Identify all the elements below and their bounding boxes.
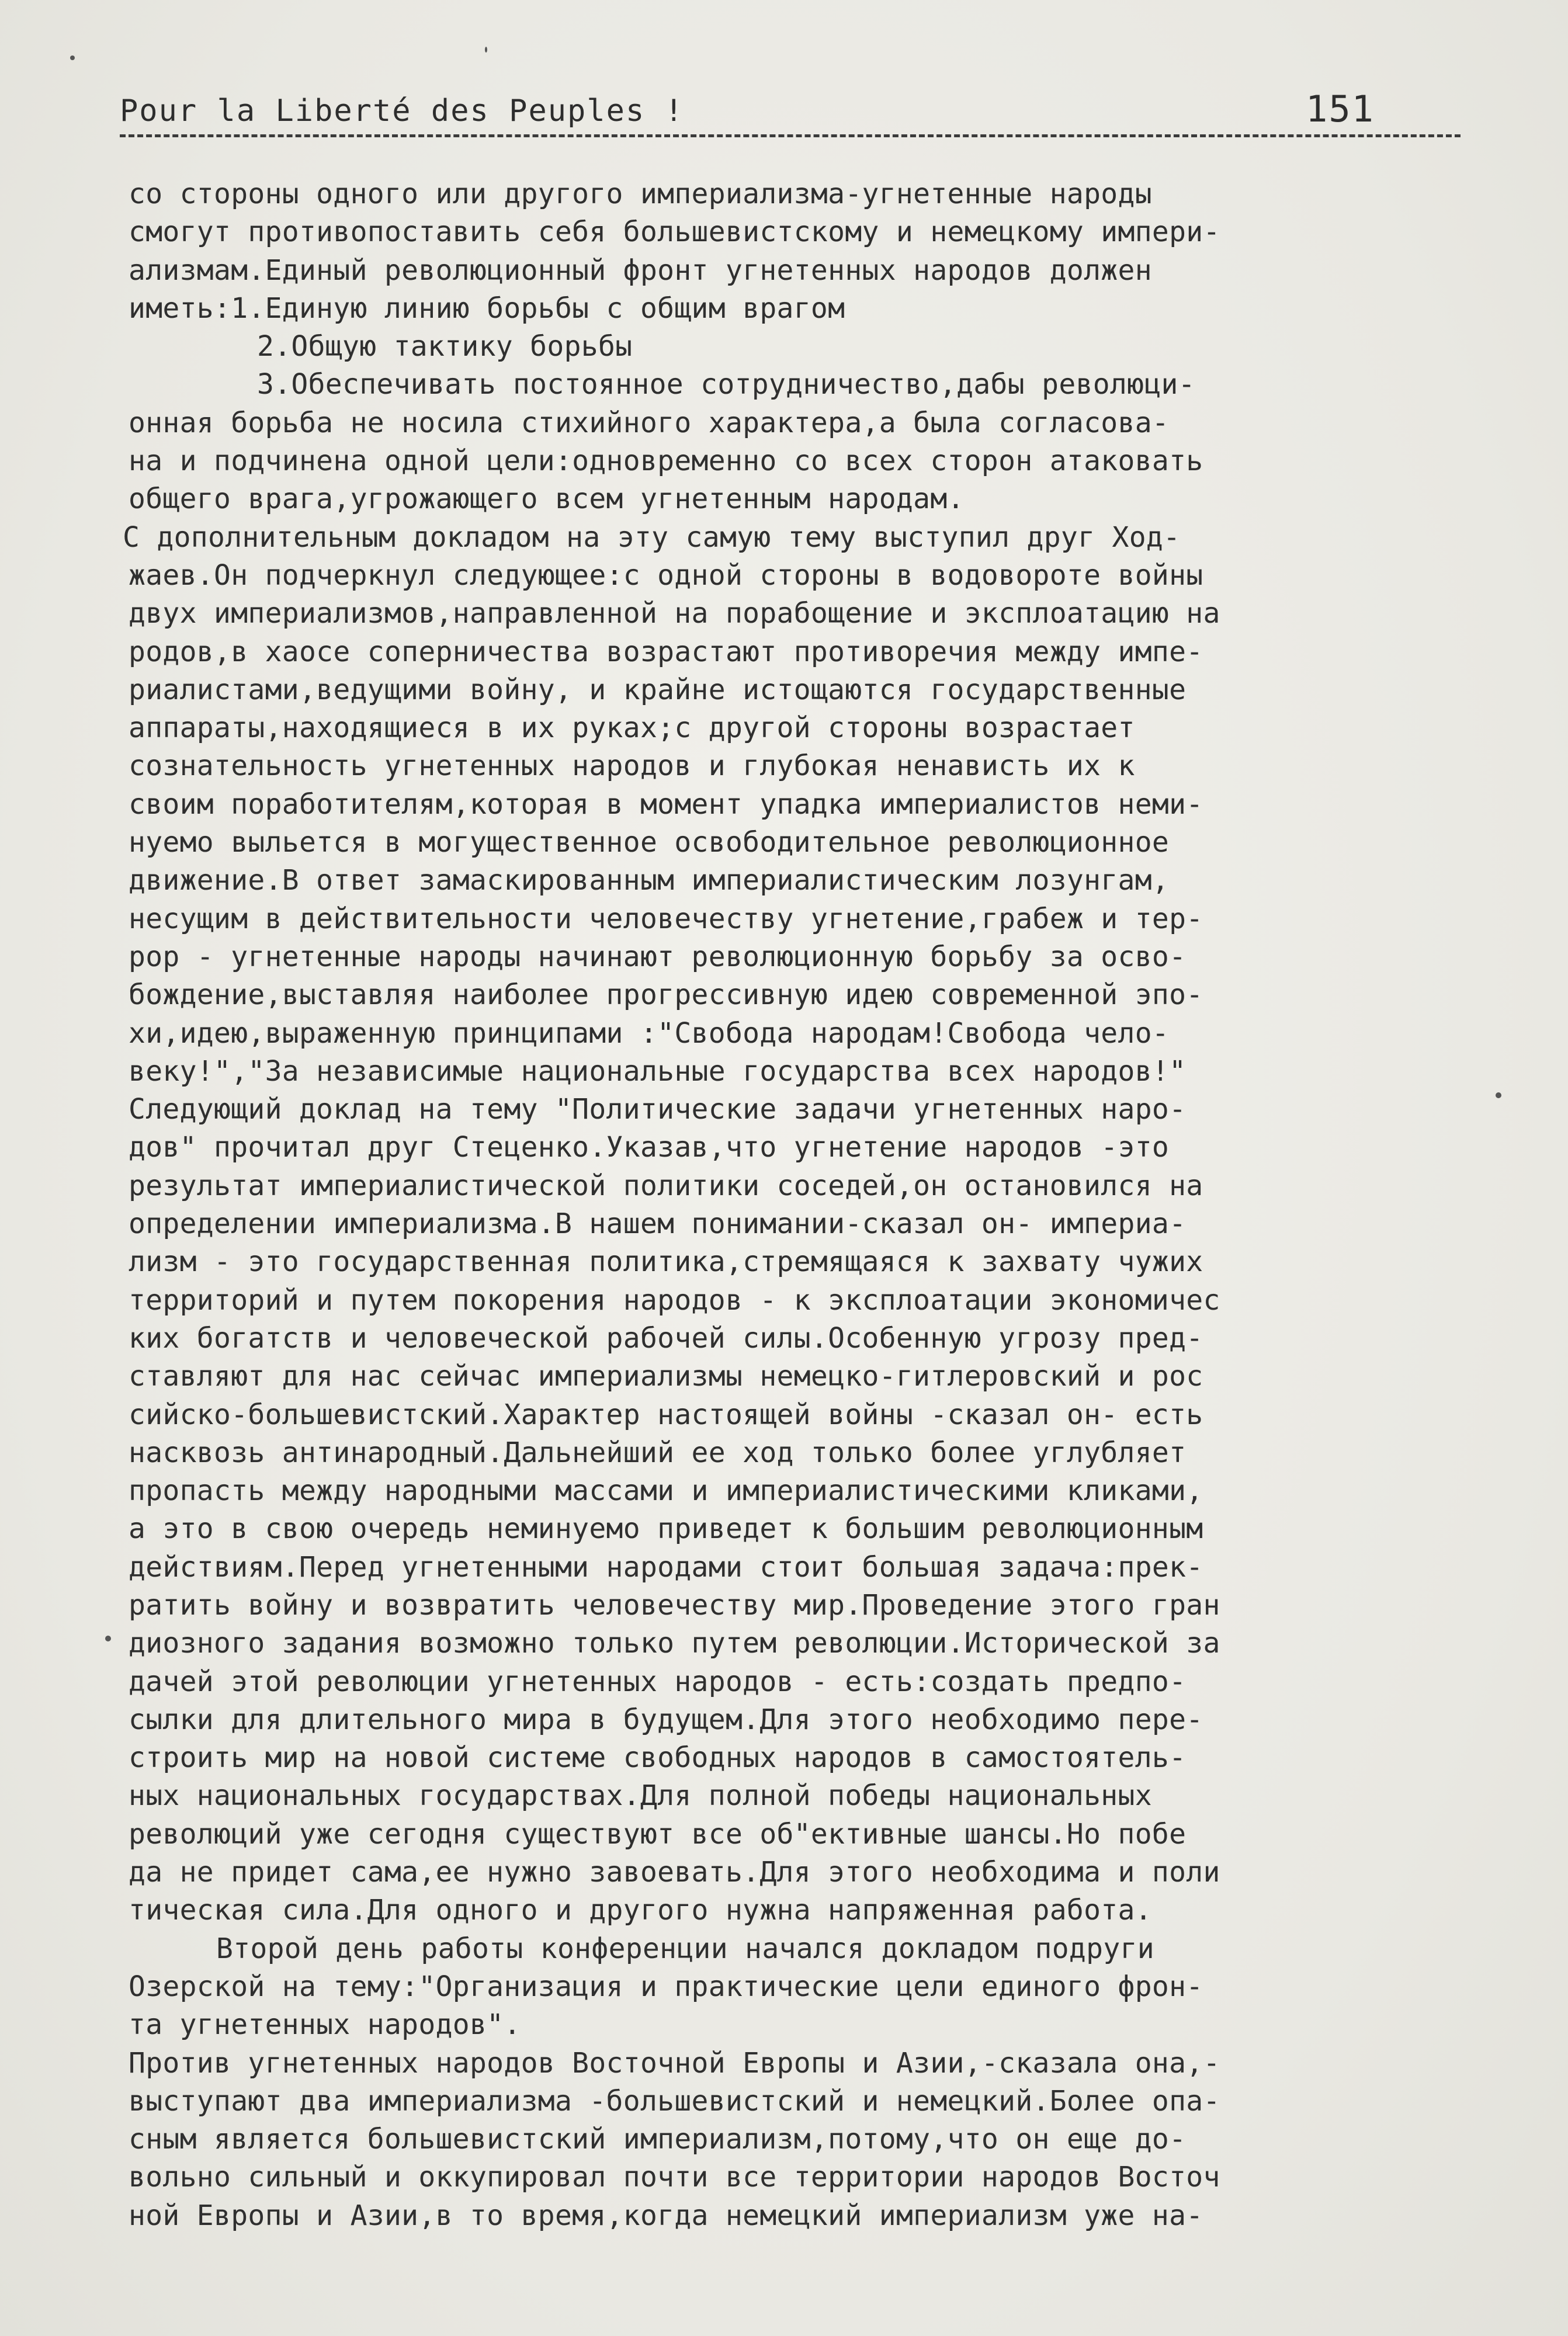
text-line: ализмам.Единый революционный фронт угнетенных народов должен [129, 254, 1152, 287]
text-line: ных национальных государствах.Для полной победы национальных [129, 1779, 1152, 1813]
page-header [120, 88, 1463, 140]
text-line: 3.Обеспечивать постоянное сотрудничество,дабы революци- [257, 368, 1195, 401]
text-line: действиям.Перед угнетенными народами стоит большая задача:прек- [129, 1550, 1203, 1584]
text-line: сознательность угнетенных народов и глубокая ненависть их к [129, 749, 1135, 783]
text-line: ставляют для нас сейчас империализмы немецко-гитлеровский и рос [129, 1360, 1203, 1393]
text-line: Следующий доклад на тему "Политические задачи угнетенных наро- [129, 1093, 1187, 1126]
text-line: дачей этой революции угнетенных народов - есть:создать предпо- [129, 1665, 1187, 1698]
text-line: диозного задания возможно только путем революции.Исторической за [129, 1627, 1220, 1660]
text-line: жаев.Он подчеркнул следующее:с одной стороны в водовороте войны [129, 558, 1203, 592]
ink-speck [1496, 1092, 1501, 1098]
text-line: революций уже сегодня существуют все об"ективные шансы.Но побе [129, 1817, 1187, 1851]
text-line: риалистами,ведущими войну, и крайне истощаются государственные [129, 673, 1187, 706]
typed-text-body [123, 175, 1472, 2235]
text-line: бождение,выставляя наиболее прогрессивную идею современной эпо- [129, 978, 1203, 1012]
text-line: тическая сила.Для одного и другого нужна напряженная работа. [129, 1894, 1152, 1927]
text-line: С дополнительным докладом на эту самую тему выступил друг Ход- [123, 520, 1181, 554]
text-line: общего врага,угрожающего всем угнетенным народам. [129, 483, 965, 516]
ink-speck [485, 47, 487, 53]
text-line: территорий и путем покорения народов - к эксплоатации экономичес [129, 1283, 1220, 1317]
text-line: рор - угнетенные народы начинают революционную борьбу за осво- [129, 940, 1187, 973]
text-line: та угнетенных народов". [129, 2008, 521, 2042]
text-line: пропасть между народными массами и империалистическими кликами, [129, 1474, 1203, 1508]
text-line: дов" прочитал друг Стеценко.Указав,что угнетение народов -это [129, 1131, 1170, 1164]
text-line: со стороны одного или другого империализма-угнетенные народы [129, 178, 1152, 210]
text-line: родов,в хаосе соперничества возрастают противоречия между импе- [129, 635, 1203, 668]
text-line: сным является большевистский империализм,потому,что он еще до- [129, 2123, 1187, 2156]
text-line: выступают два империализма -большевистский и немецкий.Более опа- [129, 2084, 1220, 2118]
text-line: нуемо выльется в могущественное освободительное революционное [129, 826, 1170, 859]
text-line: аппараты,находящиеся в их руках;с другой стороны возрастает [129, 711, 1135, 745]
text-line: онная борьба не носила стихийного характера,а была согласова- [129, 406, 1170, 439]
header-title: Pour la Liberté des Peuples ! [120, 93, 684, 129]
text-line: смогут противопоставить себя большевистскому и немецкому импери- [129, 216, 1220, 249]
text-line: определении империализма.В нашем понимании-сказал он- империа- [129, 1207, 1187, 1241]
text-line: 2.Общую тактику борьбы [257, 330, 633, 363]
text-line: ких богатств и человеческой рабочей силы.Особенную угрозу пред- [129, 1321, 1203, 1355]
text-line: Озерской на тему:"Организация и практические цели единого фрон- [129, 1970, 1203, 2003]
text-line: а это в свою очередь неминуемо приведет к большим революционным [129, 1512, 1203, 1546]
text-line: строить мир на новой системе свободных народов в самостоятель- [129, 1741, 1187, 1775]
header-dashed-rule [120, 134, 1461, 137]
text-line: ной Европы и Азии,в то время,когда немецкий империализм уже на- [129, 2199, 1203, 2232]
text-line: сылки для длительного мира в будущем.Для этого необходимо пере- [129, 1703, 1203, 1736]
text-line: Против угнетенных народов Восточной Европы и Азии,-сказала она,- [129, 2046, 1220, 2080]
ink-speck [105, 1636, 111, 1641]
text-line: движение.В ответ замаскированным империалистическим лозунгам, [129, 864, 1170, 897]
text-line: сийско-большевистский.Характер настоящей войны -сказал он- есть [129, 1398, 1203, 1431]
page-number: 151 [1306, 88, 1375, 130]
text-line: веку!","За независимые национальные государства всех народов!" [129, 1054, 1187, 1088]
text-line: лизм - это государственная политика,стремящаяся к захвату чужих [129, 1245, 1203, 1279]
text-line: Второй день работы конференции начался докладом подруги [216, 1932, 1154, 1965]
text-line: результат империалистической политики соседей,он остановился на [129, 1169, 1203, 1202]
text-line: своим поработителям,которая в момент упадка империалистов неми- [129, 787, 1203, 821]
text-line: несущим в действительности человечеству угнетение,грабеж и тер- [129, 902, 1203, 935]
text-line: двух империализмов,направленной на порабощение и эксплоатацию на [129, 597, 1220, 630]
text-line: иметь:1.Единую линию борьбы с общим врагом [129, 291, 845, 325]
text-line: ратить войну и возвратить человечеству мир.Проведение этого гран [129, 1588, 1220, 1622]
ink-speck [70, 55, 75, 60]
text-line: на и подчинена одной цели:одновременно со всех сторон атаковать [129, 445, 1203, 478]
text-line: хи,идею,выраженную принципами :"Свобода народам!Свобода чело- [129, 1016, 1170, 1050]
text-line: насквозь антинародный.Дальнейший ее ход только более углубляет [129, 1436, 1187, 1469]
text-line: вольно сильный и оккупировал почти все территории народов Восточ [129, 2161, 1220, 2194]
text-line: да не придет сама,ее нужно завоевать.Для этого необходима и поли [129, 1856, 1220, 1889]
